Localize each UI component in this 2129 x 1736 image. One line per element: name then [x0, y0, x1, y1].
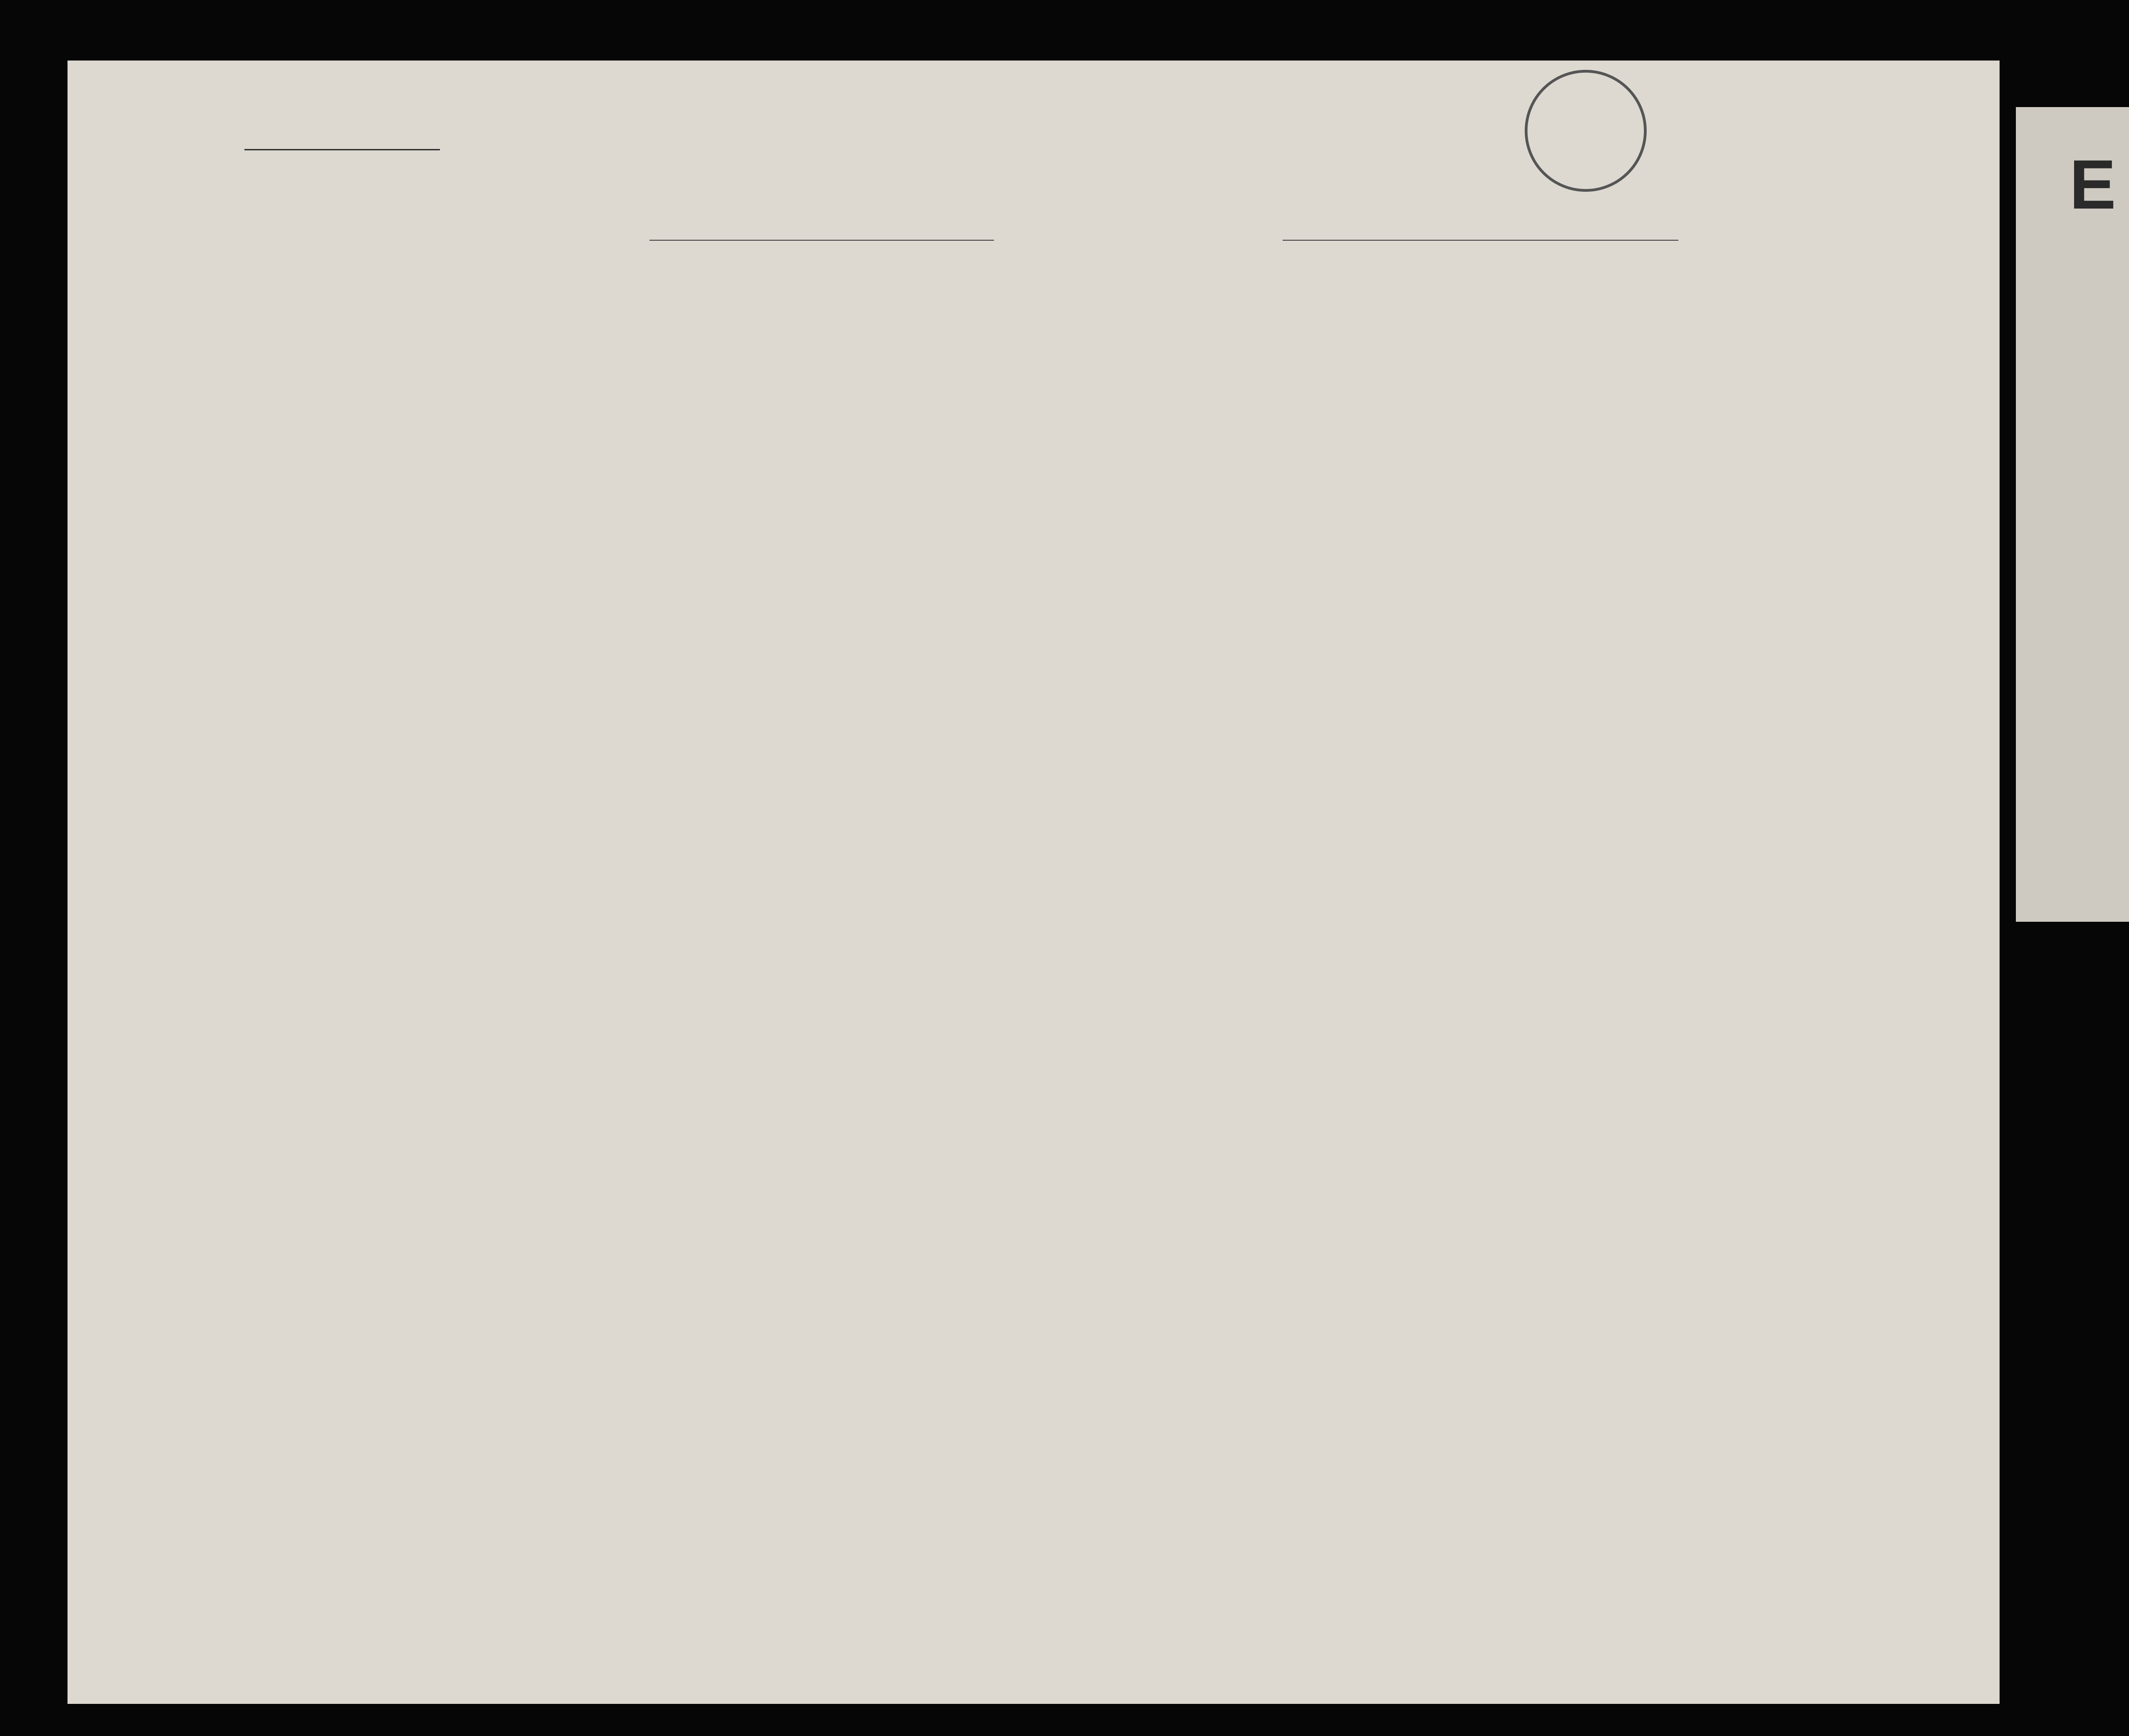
adjacent-page-edge	[2016, 107, 2129, 922]
adjacent-page-letter: E	[2069, 145, 2116, 223]
manifest-sheet	[68, 61, 2000, 1704]
manifest-grid	[68, 61, 2000, 1704]
